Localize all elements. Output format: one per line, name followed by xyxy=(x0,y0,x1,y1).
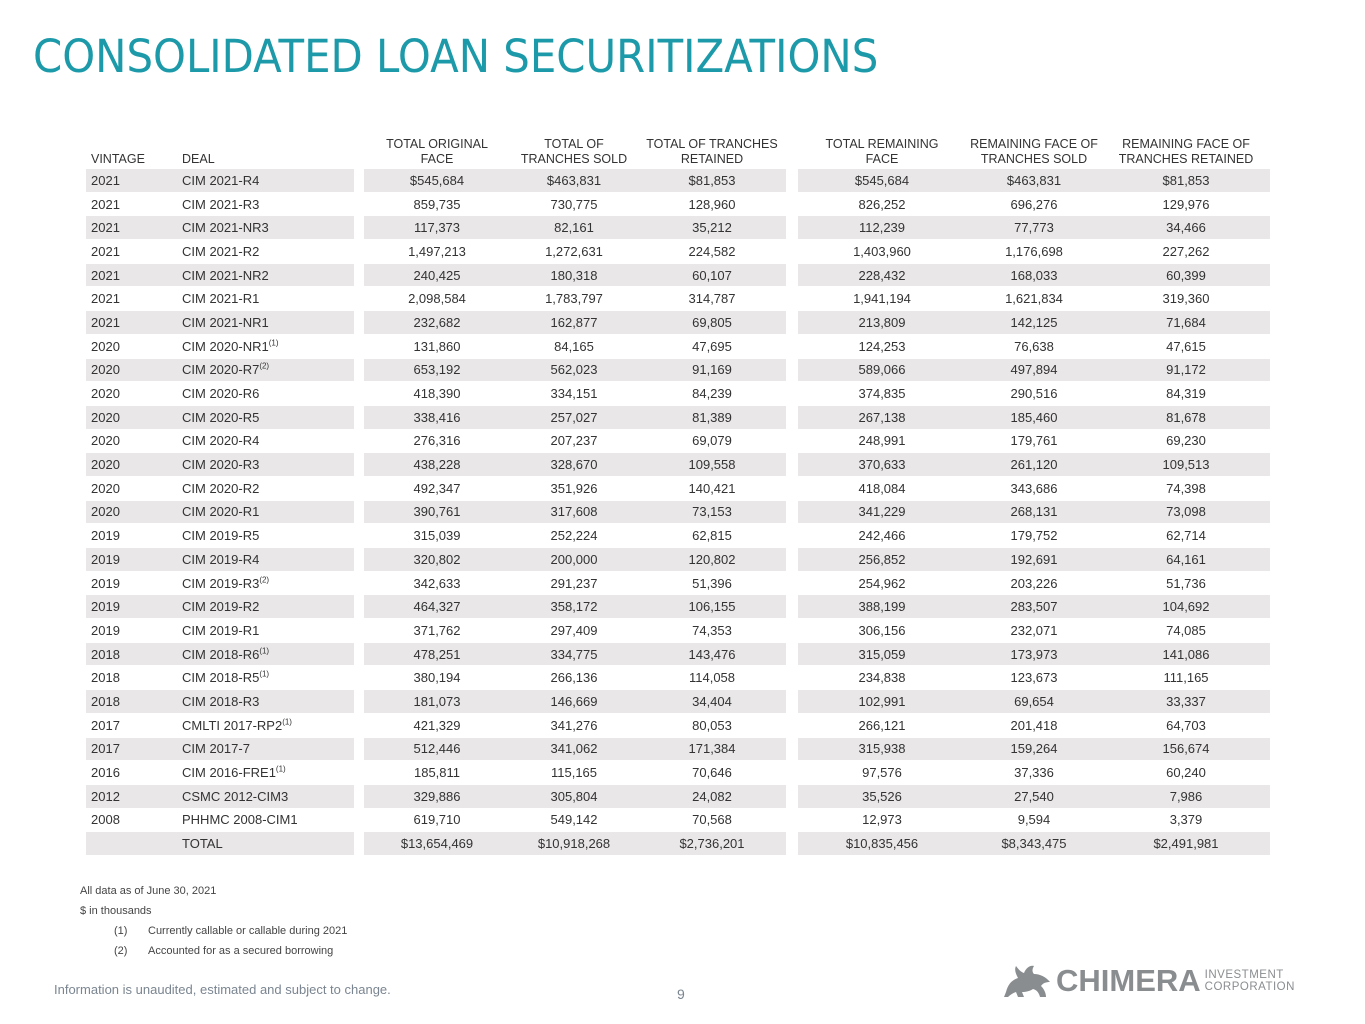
cell-total-tranches-sold: 84,165 xyxy=(510,334,638,358)
cell-vintage: 2020 xyxy=(86,405,182,429)
cell-deal: CIM 2019-R4 xyxy=(182,548,354,572)
cell-total-tranches-sold: 358,172 xyxy=(510,595,638,619)
cell-remaining-face-sold: $463,831 xyxy=(966,169,1102,192)
cell-remaining-face-sold: 201,418 xyxy=(966,713,1102,737)
cell-deal: CIM 2020-NR1$^{(1)}$ xyxy=(182,334,354,358)
cell-total-tranches-retained: 70,646 xyxy=(638,761,786,785)
cell-remaining-face-sold: 173,973 xyxy=(966,642,1102,666)
cell-remaining-face-retained: 33,337 xyxy=(1102,690,1270,714)
cell-total-remaining-face: 266,121 xyxy=(798,713,966,737)
cell-vintage: 2008 xyxy=(86,808,182,832)
cell-total-tranches-sold: 1,783,797 xyxy=(510,287,638,311)
cell-total-remaining-face: 254,962 xyxy=(798,571,966,595)
cell-vintage: 2018 xyxy=(86,666,182,690)
footnote-marker: (1) xyxy=(259,646,270,656)
cell-total-original-face: 371,762 xyxy=(364,619,510,643)
cell-vintage: 2020 xyxy=(86,334,182,358)
cell-total-remaining-face: 341,229 xyxy=(798,500,966,524)
cell-deal: CIM 2018-R5$^{(1)}$ xyxy=(182,666,354,690)
cell-remaining-face-retained: 60,399 xyxy=(1102,263,1270,287)
cell-remaining-face-retained: 3,379 xyxy=(1102,808,1270,832)
cell-total-tranches-retained: 47,695 xyxy=(638,334,786,358)
cell-total-remaining-face: 12,973 xyxy=(798,808,966,832)
cell-remaining-face-retained: 64,703 xyxy=(1102,713,1270,737)
cell-total-remaining-face: 97,576 xyxy=(798,761,966,785)
cell-remaining-face-retained: 34,466 xyxy=(1102,216,1270,240)
cell-total-original-face: 492,347 xyxy=(364,476,510,500)
footnote-marker: (1) xyxy=(282,717,292,727)
table-row xyxy=(86,287,1270,311)
cell-deal: CIM 2019-R2 xyxy=(182,595,354,619)
cell-total-original-face: 418,390 xyxy=(364,382,510,406)
cell-remaining-face-sold: 261,120 xyxy=(966,453,1102,477)
table-header-row xyxy=(86,131,1270,169)
table-row xyxy=(86,548,1270,572)
header-total-remaining-face: TOTAL REMAINING FACE xyxy=(825,137,939,166)
cell-remaining-face-retained: 104,692 xyxy=(1102,595,1270,619)
cell-total-original-face: 421,329 xyxy=(364,713,510,737)
note-as-of: All data as of June 30, 2021 xyxy=(80,885,217,897)
header-total-original-face: TOTAL ORIGINAL FACE xyxy=(386,137,488,166)
table-row xyxy=(86,169,1270,192)
cell-total-original-face: 131,860 xyxy=(364,334,510,358)
cell-total-remaining-face: 256,852 xyxy=(798,548,966,572)
cell-total-tranches-retained: 81,389 xyxy=(638,405,786,429)
cell-total-remaining-face: 826,252 xyxy=(798,192,966,216)
table-row xyxy=(86,713,1270,737)
cell-remaining-face-retained: 81,678 xyxy=(1102,405,1270,429)
cell-remaining-face-retained: 74,398 xyxy=(1102,476,1270,500)
cell-total-tranches-retained: 106,155 xyxy=(638,595,786,619)
cell-remaining-face-sold: 343,686 xyxy=(966,476,1102,500)
cell-remaining-face-retained: 84,319 xyxy=(1102,382,1270,406)
cell-remaining-face-sold: 123,673 xyxy=(966,666,1102,690)
cell-deal: CIM 2021-NR1 xyxy=(182,311,354,335)
footnote-marker: (1) xyxy=(268,338,279,348)
cell-total-tranches-retained: 91,169 xyxy=(638,358,786,382)
cell-total-remaining-face: 315,938 xyxy=(798,737,966,761)
table-total-row xyxy=(86,832,1270,856)
cell-remaining-face-retained: 47,615 xyxy=(1102,334,1270,358)
cell-vintage: 2017 xyxy=(86,713,182,737)
header-remaining-face-retained: REMAINING FACE OF TRANCHES RETAINED xyxy=(1118,137,1254,166)
cell-total-tranches-sold: 252,224 xyxy=(510,524,638,548)
table-row xyxy=(86,192,1270,216)
cell-total-original-face: 232,682 xyxy=(364,311,510,335)
cell-remaining-face-sold: 9,594 xyxy=(966,808,1102,832)
cell-total-tranches-retained: 114,058 xyxy=(638,666,786,690)
cell-remaining-face-sold: 179,761 xyxy=(966,429,1102,453)
cell-total-tranches-retained: 62,815 xyxy=(638,524,786,548)
cell-total-tranches-sold: 266,136 xyxy=(510,666,638,690)
cell-total-tranches-retained: $81,853 xyxy=(638,169,786,192)
cell-vintage: 2020 xyxy=(86,382,182,406)
cell-remaining-face-sold: 69,654 xyxy=(966,690,1102,714)
cell-remaining-face-sold: 77,773 xyxy=(966,216,1102,240)
footnote-marker: (2) xyxy=(259,362,270,372)
cell-total-original-face: 619,710 xyxy=(364,808,510,832)
cell-total-tranches-sold: 730,775 xyxy=(510,192,638,216)
cell-deal: CIM 2020-R6 xyxy=(182,382,354,406)
cell-deal: CIM 2020-R2 xyxy=(182,476,354,500)
cell-total-remaining-face: 112,239 xyxy=(798,216,966,240)
page-title: CONSOLIDATED LOAN SECURITIZATIONS xyxy=(33,30,879,83)
cell-total-original-face: 380,194 xyxy=(364,666,510,690)
cell-total-tranches-retained: 70,568 xyxy=(638,808,786,832)
cell-remaining-face-sold: 203,226 xyxy=(966,571,1102,595)
cell-total-tranches-retained: 128,960 xyxy=(638,192,786,216)
cell-total-tranches-sold: 334,151 xyxy=(510,382,638,406)
cell-vintage xyxy=(86,832,182,856)
cell-total-remaining-face: 248,991 xyxy=(798,429,966,453)
cell-total-tranches-retained: 51,396 xyxy=(638,571,786,595)
chimera-logo xyxy=(1002,960,1342,1002)
cell-total-remaining-face: 370,633 xyxy=(798,453,966,477)
notes xyxy=(80,884,347,964)
table-row xyxy=(86,595,1270,619)
cell-total-tranches-retained: 109,558 xyxy=(638,453,786,477)
table-row xyxy=(86,666,1270,690)
cell-total-original-face: 117,373 xyxy=(364,216,510,240)
cell-total-original-face: $545,684 xyxy=(364,169,510,192)
cell-total-original-face: 512,446 xyxy=(364,737,510,761)
cell-remaining-face-sold: 159,264 xyxy=(966,737,1102,761)
cell-vintage: 2019 xyxy=(86,595,182,619)
cell-remaining-face-sold: 497,894 xyxy=(966,358,1102,382)
cell-remaining-face-retained: 51,736 xyxy=(1102,571,1270,595)
cell-total-tranches-retained: 120,802 xyxy=(638,548,786,572)
cell-total-tranches-sold: 146,669 xyxy=(510,690,638,714)
cell-vintage: 2020 xyxy=(86,429,182,453)
note-units: $ in thousands xyxy=(80,905,152,917)
table-row xyxy=(86,690,1270,714)
cell-remaining-face-retained: 71,684 xyxy=(1102,311,1270,335)
cell-deal: CIM 2021-R2 xyxy=(182,240,354,264)
cell-total-tranches-sold: 341,276 xyxy=(510,713,638,737)
cell-total-remaining-face: 267,138 xyxy=(798,405,966,429)
cell-remaining-face-retained: 156,674 xyxy=(1102,737,1270,761)
cell-total-remaining-face: $545,684 xyxy=(798,169,966,192)
chimera-creature-icon xyxy=(1002,962,1054,1000)
cell-total-tranches-sold: 341,062 xyxy=(510,737,638,761)
table-row xyxy=(86,737,1270,761)
cell-total-tranches-sold: 207,237 xyxy=(510,429,638,453)
table-row xyxy=(86,761,1270,785)
cell-vintage: 2021 xyxy=(86,216,182,240)
cell-vintage: 2020 xyxy=(86,453,182,477)
header-deal: DEAL xyxy=(182,152,215,166)
page-number: 9 xyxy=(677,986,685,1002)
cell-deal: PHHMC 2008-CIM1 xyxy=(182,808,354,832)
cell-remaining-face-sold: 185,460 xyxy=(966,405,1102,429)
cell-deal: CMLTI 2017-RP2$^{(1)}$ xyxy=(182,713,354,737)
cell-total-tranches-sold: 328,670 xyxy=(510,453,638,477)
cell-total-original-face: 329,886 xyxy=(364,784,510,808)
cell-total-tranches-sold: 200,000 xyxy=(510,548,638,572)
cell-total-tranches-sold: 180,318 xyxy=(510,263,638,287)
cell-total-tranches-sold: 1,272,631 xyxy=(510,240,638,264)
cell-remaining-face-retained: 109,513 xyxy=(1102,453,1270,477)
cell-total-tranches-retained: 73,153 xyxy=(638,500,786,524)
cell-total-original-face: 181,073 xyxy=(364,690,510,714)
cell-vintage: 2021 xyxy=(86,287,182,311)
cell-total-original-face: 315,039 xyxy=(364,524,510,548)
cell-total-remaining-face: 388,199 xyxy=(798,595,966,619)
cell-remaining-face-sold: 168,033 xyxy=(966,263,1102,287)
table-row xyxy=(86,642,1270,666)
cell-remaining-face-sold: 1,621,834 xyxy=(966,287,1102,311)
cell-total-remaining-face: $10,835,456 xyxy=(798,832,966,856)
table-row xyxy=(86,784,1270,808)
cell-total-tranches-sold: 291,237 xyxy=(510,571,638,595)
table-body xyxy=(86,169,1270,855)
cell-remaining-face-sold: 696,276 xyxy=(966,192,1102,216)
cell-total-tranches-sold: 82,161 xyxy=(510,216,638,240)
cell-total-remaining-face: 102,991 xyxy=(798,690,966,714)
cell-total-remaining-face: 35,526 xyxy=(798,784,966,808)
cell-deal: CIM 2020-R5 xyxy=(182,405,354,429)
cell-vintage: 2019 xyxy=(86,571,182,595)
cell-total-original-face: 390,761 xyxy=(364,500,510,524)
cell-total-original-face: 859,735 xyxy=(364,192,510,216)
cell-remaining-face-retained: 62,714 xyxy=(1102,524,1270,548)
cell-remaining-face-sold: 192,691 xyxy=(966,548,1102,572)
cell-total-tranches-retained: 171,384 xyxy=(638,737,786,761)
cell-total-tranches-sold: 257,027 xyxy=(510,405,638,429)
cell-total-original-face: 338,416 xyxy=(364,405,510,429)
cell-total-tranches-retained: 24,082 xyxy=(638,784,786,808)
cell-total-tranches-retained: 80,053 xyxy=(638,713,786,737)
cell-remaining-face-retained: 74,085 xyxy=(1102,619,1270,643)
cell-remaining-face-retained: 91,172 xyxy=(1102,358,1270,382)
cell-vintage: 2021 xyxy=(86,263,182,287)
cell-total-tranches-retained: 140,421 xyxy=(638,476,786,500)
table-row xyxy=(86,429,1270,453)
disclaimer: Information is unaudited, estimated and subject to change. xyxy=(54,982,391,997)
cell-total-remaining-face: 228,432 xyxy=(798,263,966,287)
cell-vintage: 2019 xyxy=(86,619,182,643)
cell-total-tranches-retained: 60,107 xyxy=(638,263,786,287)
cell-remaining-face-sold: 142,125 xyxy=(966,311,1102,335)
cell-total-tranches-retained: 69,079 xyxy=(638,429,786,453)
cell-vintage: 2018 xyxy=(86,642,182,666)
cell-vintage: 2020 xyxy=(86,358,182,382)
table-row xyxy=(86,311,1270,335)
cell-deal: CIM 2016-FRE1$^{(1)}$ xyxy=(182,761,354,785)
cell-remaining-face-sold: 283,507 xyxy=(966,595,1102,619)
cell-total-tranches-sold: 115,165 xyxy=(510,761,638,785)
cell-total-tranches-sold: 317,608 xyxy=(510,500,638,524)
cell-remaining-face-retained: 60,240 xyxy=(1102,761,1270,785)
cell-remaining-face-sold: 37,336 xyxy=(966,761,1102,785)
cell-total-tranches-sold: 305,804 xyxy=(510,784,638,808)
cell-total-original-face: 478,251 xyxy=(364,642,510,666)
cell-remaining-face-sold: 232,071 xyxy=(966,619,1102,643)
footnote-2: (2) Accounted for as a secured borrowing xyxy=(114,945,334,957)
table-row xyxy=(86,240,1270,264)
cell-total-remaining-face: 124,253 xyxy=(798,334,966,358)
table-row xyxy=(86,334,1270,358)
cell-total-original-face: $13,654,469 xyxy=(364,832,510,856)
cell-total-remaining-face: 315,059 xyxy=(798,642,966,666)
header-vintage: VINTAGE xyxy=(91,152,145,166)
footnote-marker: (1) xyxy=(275,764,286,774)
cell-deal: CIM 2019-R1 xyxy=(182,619,354,643)
cell-total-remaining-face: 418,084 xyxy=(798,476,966,500)
cell-total-original-face: 438,228 xyxy=(364,453,510,477)
cell-total-tranches-retained: 35,212 xyxy=(638,216,786,240)
table-row xyxy=(86,500,1270,524)
cell-vintage: 2020 xyxy=(86,500,182,524)
cell-vintage: 2021 xyxy=(86,169,182,192)
cell-total-tranches-sold: 549,142 xyxy=(510,808,638,832)
cell-remaining-face-sold: 1,176,698 xyxy=(966,240,1102,264)
cell-remaining-face-sold: 290,516 xyxy=(966,382,1102,406)
cell-vintage: 2021 xyxy=(86,240,182,264)
table-row xyxy=(86,808,1270,832)
logo-subtitle: INVESTMENT CORPORATION xyxy=(1204,969,1295,993)
table-row xyxy=(86,453,1270,477)
cell-deal: CIM 2020-R4 xyxy=(182,429,354,453)
header-remaining-face-sold: REMAINING FACE OF TRANCHES SOLD xyxy=(970,137,1098,166)
cell-total-tranches-retained: 34,404 xyxy=(638,690,786,714)
cell-vintage: 2012 xyxy=(86,784,182,808)
securitizations-table xyxy=(86,131,1270,856)
footnote-1: (1) Currently callable or callable during 2021 xyxy=(114,925,348,937)
cell-total-original-face: 185,811 xyxy=(364,761,510,785)
cell-remaining-face-retained: 111,165 xyxy=(1102,666,1270,690)
cell-total-tranches-retained: 84,239 xyxy=(638,382,786,406)
cell-deal: TOTAL xyxy=(182,832,354,856)
cell-total-original-face: 1,497,213 xyxy=(364,240,510,264)
table-row xyxy=(86,216,1270,240)
cell-remaining-face-retained: $81,853 xyxy=(1102,169,1270,192)
table-row xyxy=(86,571,1270,595)
cell-remaining-face-retained: 64,161 xyxy=(1102,548,1270,572)
header-total-tranches-sold: TOTAL OF TRANCHES SOLD xyxy=(520,137,628,166)
table-row xyxy=(86,358,1270,382)
cell-total-original-face: 464,327 xyxy=(364,595,510,619)
cell-remaining-face-sold: 76,638 xyxy=(966,334,1102,358)
cell-deal: CIM 2017-7 xyxy=(182,737,354,761)
footnote-marker: (1) xyxy=(259,669,270,679)
cell-vintage: 2017 xyxy=(86,737,182,761)
table-row xyxy=(86,405,1270,429)
cell-total-remaining-face: 213,809 xyxy=(798,311,966,335)
cell-deal: CIM 2019-R5 xyxy=(182,524,354,548)
cell-deal: CIM 2021-R3 xyxy=(182,192,354,216)
table-row xyxy=(86,524,1270,548)
table-row xyxy=(86,263,1270,287)
cell-deal: CIM 2020-R7$^{(2)}$ xyxy=(182,358,354,382)
cell-deal: CIM 2021-R1 xyxy=(182,287,354,311)
cell-deal: CIM 2021-NR3 xyxy=(182,216,354,240)
cell-total-original-face: 320,802 xyxy=(364,548,510,572)
cell-total-remaining-face: 306,156 xyxy=(798,619,966,643)
cell-total-original-face: 2,098,584 xyxy=(364,287,510,311)
cell-remaining-face-retained: 319,360 xyxy=(1102,287,1270,311)
cell-total-remaining-face: 1,403,960 xyxy=(798,240,966,264)
cell-vintage: 2021 xyxy=(86,192,182,216)
cell-deal: CIM 2021-NR2 xyxy=(182,263,354,287)
cell-total-tranches-retained: 74,353 xyxy=(638,619,786,643)
cell-vintage: 2020 xyxy=(86,476,182,500)
cell-vintage: 2016 xyxy=(86,761,182,785)
cell-remaining-face-retained: 69,230 xyxy=(1102,429,1270,453)
table-row xyxy=(86,382,1270,406)
footnote-marker: (2) xyxy=(259,575,270,585)
cell-deal: CIM 2018-R3 xyxy=(182,690,354,714)
cell-remaining-face-sold: $8,343,475 xyxy=(966,832,1102,856)
cell-total-remaining-face: 589,066 xyxy=(798,358,966,382)
cell-total-tranches-sold: 334,775 xyxy=(510,642,638,666)
cell-total-original-face: 276,316 xyxy=(364,429,510,453)
cell-remaining-face-retained: $2,491,981 xyxy=(1102,832,1270,856)
cell-total-tranches-retained: 314,787 xyxy=(638,287,786,311)
cell-remaining-face-retained: 141,086 xyxy=(1102,642,1270,666)
cell-total-original-face: 240,425 xyxy=(364,263,510,287)
cell-vintage: 2019 xyxy=(86,548,182,572)
cell-total-tranches-sold: 297,409 xyxy=(510,619,638,643)
cell-remaining-face-retained: 129,976 xyxy=(1102,192,1270,216)
cell-total-tranches-sold: 162,877 xyxy=(510,311,638,335)
cell-total-tranches-retained: 69,805 xyxy=(638,311,786,335)
cell-remaining-face-retained: 7,986 xyxy=(1102,784,1270,808)
table-row xyxy=(86,619,1270,643)
cell-total-tranches-sold: 562,023 xyxy=(510,358,638,382)
cell-deal: CIM 2021-R4 xyxy=(182,169,354,192)
cell-total-tranches-retained: 143,476 xyxy=(638,642,786,666)
cell-total-tranches-sold: 351,926 xyxy=(510,476,638,500)
cell-total-remaining-face: 234,838 xyxy=(798,666,966,690)
cell-total-remaining-face: 1,941,194 xyxy=(798,287,966,311)
table-row xyxy=(86,476,1270,500)
cell-deal: CSMC 2012-CIM3 xyxy=(182,784,354,808)
logo-wordmark: CHIMERA xyxy=(1056,963,1201,998)
cell-vintage: 2018 xyxy=(86,690,182,714)
cell-total-original-face: 342,633 xyxy=(364,571,510,595)
cell-total-remaining-face: 374,835 xyxy=(798,382,966,406)
cell-vintage: 2019 xyxy=(86,524,182,548)
cell-remaining-face-sold: 268,131 xyxy=(966,500,1102,524)
cell-remaining-face-retained: 227,262 xyxy=(1102,240,1270,264)
cell-deal: CIM 2020-R1 xyxy=(182,500,354,524)
cell-deal: CIM 2020-R3 xyxy=(182,453,354,477)
cell-remaining-face-sold: 27,540 xyxy=(966,784,1102,808)
cell-total-tranches-sold: $10,918,268 xyxy=(510,832,638,856)
header-total-tranches-retained: TOTAL OF TRANCHES RETAINED xyxy=(646,137,778,166)
cell-deal: CIM 2019-R3$^{(2)}$ xyxy=(182,571,354,595)
cell-remaining-face-sold: 179,752 xyxy=(966,524,1102,548)
cell-vintage: 2021 xyxy=(86,311,182,335)
cell-total-tranches-retained: $2,736,201 xyxy=(638,832,786,856)
cell-total-tranches-sold: $463,831 xyxy=(510,169,638,192)
cell-deal: CIM 2018-R6$^{(1)}$ xyxy=(182,642,354,666)
cell-total-remaining-face: 242,466 xyxy=(798,524,966,548)
cell-remaining-face-retained: 73,098 xyxy=(1102,500,1270,524)
cell-total-tranches-retained: 224,582 xyxy=(638,240,786,264)
cell-total-original-face: 653,192 xyxy=(364,358,510,382)
